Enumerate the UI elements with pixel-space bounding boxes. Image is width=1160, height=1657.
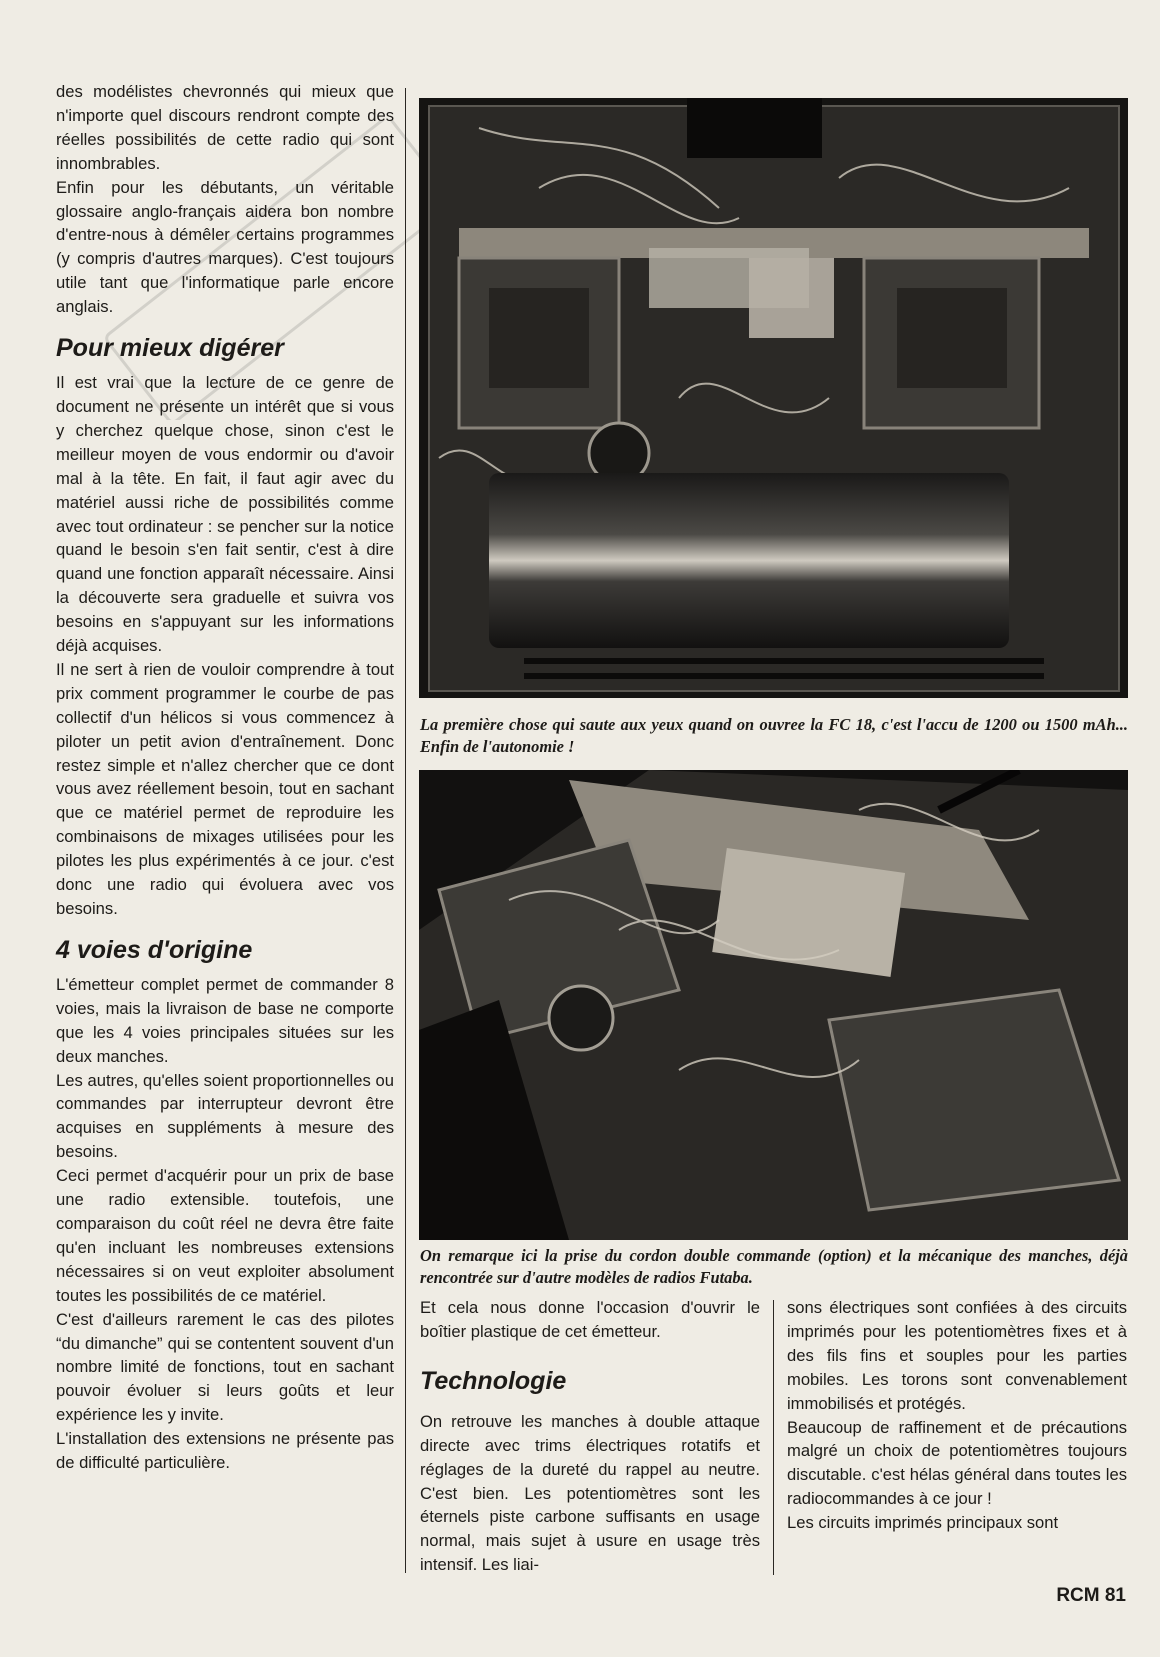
paragraph: Et cela nous donne l'occasion d'ouvrir le boîtier plastique de cet émetteur. xyxy=(420,1298,760,1341)
paragraph: Beaucoup de raffinement et de précautions malgré un choix de potentiomètres toujours discutable. c'est hélas général dans toutes les radiocommandes à ce jour ! xyxy=(787,1417,1127,1509)
paragraph: Il est vrai que la lecture de ce genre de document ne présente un intérêt que si vous y cherchez quelque chose, sinon c'est le meilleur moyen de vous endormir ou d'avoir mal à la tête. En fait, il faut agir avec du matériel aussi riche de possibilités comme avec tout ordinateur : se pencher sur la notice quand le besoin s'en fait sentir, c'est à dire quand une fonction apparaît nécessaire. Ainsi la découverte sera graduelle et suivra vos besoins en s'appuyant sur les informations déjà acquises. xyxy=(56,373,394,656)
column-divider xyxy=(405,88,406,1573)
middle-column xyxy=(420,1296,760,1577)
section-heading: Technologie xyxy=(420,1366,567,1395)
paragraph: Il ne sert à rien de vouloir comprendre à tout prix comment programmer le courbe de pas collectif d'un hélicos si vous commencez à piloter un petit avion d'entraînement. Donc restez simple et n'allez chercher que ce dont vous avez réellement besoin, tout en sachant que ce matériel permet de reproduire les combinaisons de mixages utilisées pour les pilotes les plus expérimentés à ce jour. c'est donc une radio qui évoluera avec vos besoins. xyxy=(56,659,394,918)
gimbal-mechanism-photo xyxy=(419,770,1128,1240)
page-number: RCM 81 xyxy=(1056,1585,1126,1606)
paragraph: C'est d'ailleurs rarement le cas des pilotes “du dimanche” qui se contentent souvent d'un nombre limité de fonctions, tout en sachant pouvoir évoluer si leurs goûts et leur expérience les y invite. xyxy=(56,1309,394,1425)
photo-caption: La première chose qui saute aux yeux quand on ouvree la FC 18, c'est l'accu de 1200 ou 1500 mAh... Enfin de l'autonomie ! xyxy=(420,715,1128,756)
paragraph: des modélistes chevronnés qui mieux que n'importe quel discours rendront compte des réelles possibilités de cette radio qui sont innombrables. xyxy=(56,82,394,173)
section-heading: 4 voies d'origine xyxy=(56,935,253,964)
transmitter-internals-photo xyxy=(419,98,1128,698)
paragraph: Les autres, qu'elles soient proportionnelles ou commandes par interrupteur devront être acquises en suppléments à mesure des besoins. xyxy=(56,1070,394,1162)
paragraph: sons électriques sont confiées à des circuits imprimés pour les potentiomètres fixes et à des fils fins et souples pour les parties mobiles. Les torons sont convenablement immobilisés et protégés. xyxy=(787,1298,1127,1413)
paragraph: On retrouve les manches à double attaque directe avec trims électriques rotatifs et réglages de la dureté du rappel au neutre. C'est bien. Les potentiomètres sont les éternels piste carbone suffisants en usage normal, mais sujet à usure en usage très intensif. Les liai- xyxy=(420,1411,760,1575)
paragraph: Ceci permet d'acquérir pour un prix de base une radio extensible. toutefois, une comparaison du coût réel ne devra être faite qu'en incluant les nombreuses extensions nécessaires si on veut exploiter absolument toutes les possibilités de ce matériel. xyxy=(56,1166,394,1305)
left-column xyxy=(56,80,394,1475)
paragraph: Les circuits imprimés principaux sont xyxy=(787,1513,1059,1533)
paragraph: Enfin pour les débutants, un véritable glossaire anglo-français aidera bon nombre d'entre-nous à démêler certains programmes (y compris d'autres marques). C'est toujours utile tant que l'informatique parle encore anglais. xyxy=(56,177,394,317)
right-column xyxy=(787,1296,1127,1535)
paragraph: L'installation des extensions ne présente pas de difficulté particulière. xyxy=(56,1429,394,1473)
section-heading: Pour mieux digérer xyxy=(56,334,284,363)
paragraph: L'émetteur complet permet de commander 8 voies, mais la livraison de base ne comporte que les 4 voies principales situées sur les deux manches. xyxy=(56,974,394,1066)
photo-caption: On remarque ici la prise du cordon double commande (option) et la mécanique des manches, déjà rencontrée sur d'autre modèles de radios Futaba. xyxy=(420,1246,1128,1287)
column-divider xyxy=(773,1300,774,1575)
